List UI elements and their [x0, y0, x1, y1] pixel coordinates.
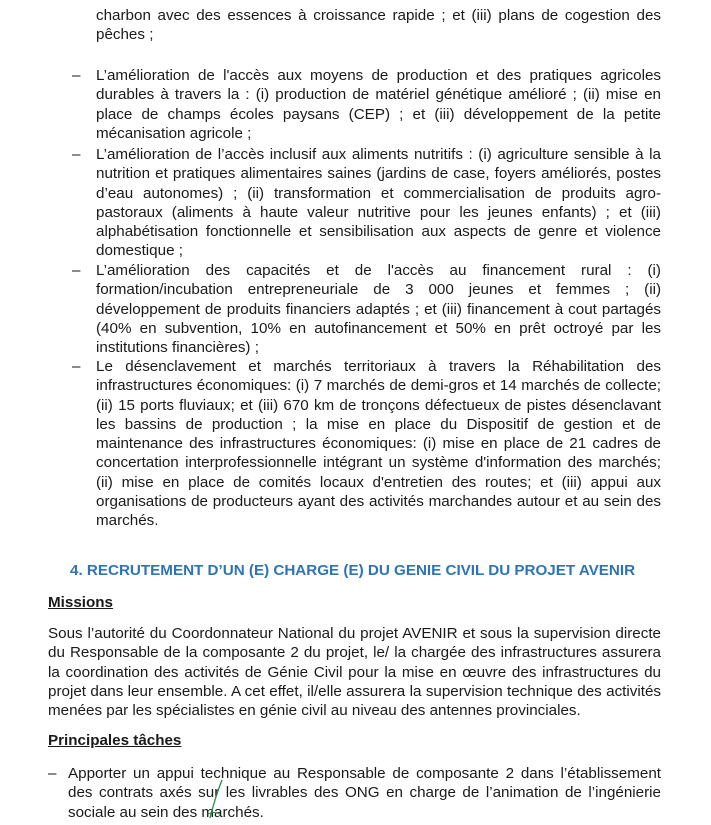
missions-paragraph: Sous l’autorité du Coordonnateur National du projet AVENIR et sous la supervision directe du Responsable de la composante 2 du projet, le/ la chargée des infrastructures assurera la coordination des activités de Génie Civil pour la mise en œuvre des infrastructures du projet dans leur ensemble. A cet effet, il/elle assurera la supervision technique des activités menées par les spécialistes en génie civil au niveau des antennes provinciales.: [48, 625, 661, 720]
dash-bullet: –: [48, 765, 57, 782]
tasks-title: Principales tâches: [48, 732, 182, 749]
list-item-text: L’amélioration de l'accès aux moyens de production et des pratiques agricoles durables à travers la : (i) production de matériel génétique amélioré ; (ii) mise en place de champs écoles paysans (CEP) ; et (iii) développement de la petite mécanisation agricole ;: [96, 67, 661, 142]
list-item: [72, 357, 661, 531]
dash-bullet: –: [72, 67, 81, 84]
task-list-item: [48, 764, 661, 822]
task-text: Apporter un appui technique au Responsable de composante 2 dans l’établissement des contrats axés sur les livrables des ONG en charge de l’animation de l’ingénierie sociale au sein des marchés.: [68, 765, 661, 821]
list-item: [72, 145, 661, 261]
list-item-text: L’amélioration des capacités et de l'accès au financement rural : (i) formation/incubation entrepreneuriale de 3 000 jeunes et femmes ; (ii) développement de produits financiers adaptés ; et (iii) financement à cout partagés (40% en subvention, 10% en autofinancement et 50% en prêt octroyé par les institutions financières) ;: [96, 262, 661, 357]
dash-bullet: –: [72, 146, 81, 163]
intro-continuation: charbon avec des essences à croissance rapide ; et (iii) plans de cogestion des pêches ;: [96, 7, 661, 44]
list-item: [72, 261, 661, 357]
list-item: [72, 66, 661, 143]
list-item-text: L’amélioration de l’accès inclusif aux aliments nutritifs : (i) agriculture sensible à la nutrition et pratiques alimentaires saines (jardins de case, foyers améliorés, postes d’eau autonomes) ; (ii) transformation et commercialisation de produits agro-pastoraux (aliments à haute valeur nutritive pour les jeunes enfants) ; et (iii) alphabétisation fonctionnelle et sensibilisation aux aspects de genre et violence domestique ;: [96, 146, 661, 260]
handwritten-mark: [200, 778, 230, 822]
dash-bullet: –: [72, 358, 81, 375]
section-heading: 4. RECRUTEMENT D’UN (E) CHARGE (E) DU GENIE CIVIL DU PROJET AVENIR: [70, 562, 636, 579]
dash-bullet: –: [72, 262, 81, 279]
missions-title: Missions: [48, 594, 113, 611]
list-item-text: Le désenclavement et marchés territoriaux à travers la Réhabilitation des infrastructures économiques: (i) 7 marchés de demi-gros et 14 marchés de collecte; (ii) 15 ports fluviaux; et (iii) 670 km de tronçons défectueux de pistes désenclavant les bassins de production ; la mise en place du Dispositif de gestion et de maintenance des infrastructures économiques: (i) mise en place de 21 cadres de concertation interprofessionnelle intégrant un système d'information des marchés; (ii) mise en place de comités locaux d'entretien des routes; et (iii) appui aux organisations de producteurs ayant des activités marchandes autour et au sein des marchés.: [96, 358, 661, 530]
